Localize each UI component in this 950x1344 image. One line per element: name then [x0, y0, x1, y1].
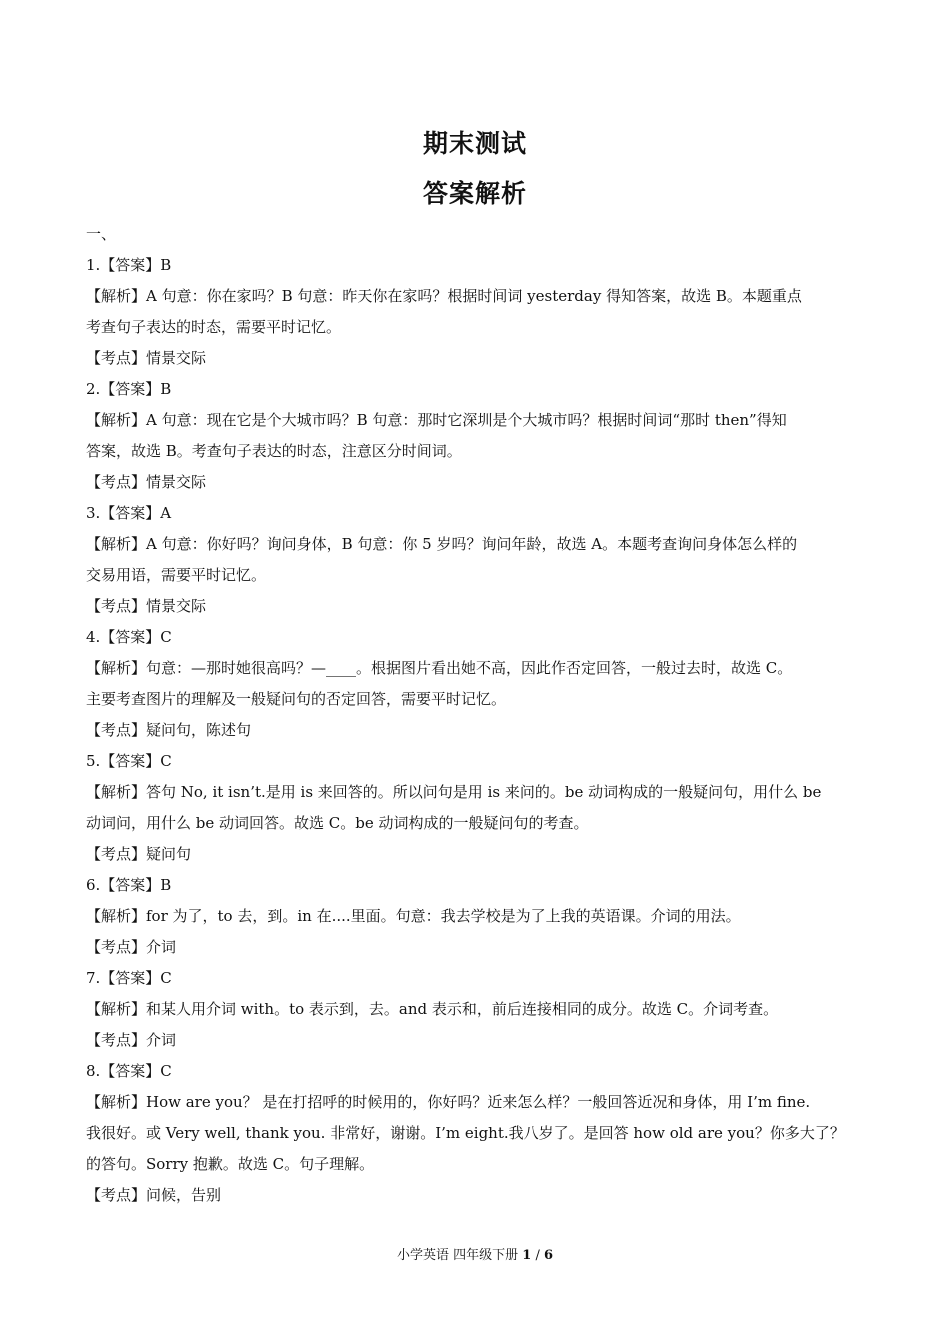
text-line: 【解析】How are you？ 是在打招呼的时候用的，你好吗？近来怎么样？一般回答近况和身体，用 I’m fine. — [86, 1093, 811, 1111]
footer-separator: / — [531, 1248, 544, 1263]
text-line: 【考点】问候，告别 — [86, 1186, 222, 1204]
text-line: 【考点】情景交际 — [86, 597, 207, 615]
text-line: 4.【答案】C — [86, 628, 172, 646]
text-line: 交易用语，需要平时记忆。 — [86, 566, 267, 584]
text-line: 6.【答案】B — [86, 876, 172, 894]
answer-lines — [86, 250, 866, 1211]
text-line: 【解析】A 句意：你在家吗？B 句意：昨天你在家吗？根据时间词 yesterday 得知答案，故选 B。本题重点 — [86, 287, 802, 305]
text-line: 【考点】介词 — [86, 1031, 177, 1049]
text-line: 动词问，用什么 be 动词回答。故选 C。be 动词构成的一般疑问句的考查。 — [86, 814, 589, 832]
text-line: 【解析】A 句意：你好吗？询问身体，B 句意：你 5 岁吗？询问年龄，故选 A。本题考查询问身体怎么样的 — [86, 535, 798, 553]
text-line: 【解析】句意：—那时她很高吗？—____。根据图片看出她不高，因此作否定回答，一般过去时，故选 C。 — [86, 659, 793, 677]
answer-content — [86, 219, 866, 1211]
text-line: 主要考查图片的理解及一般疑问句的否定回答，需要平时记忆。 — [86, 690, 507, 708]
text-line: 我很好。或 Very well, thank you. 非常好，谢谢。I’m eight.我八岁了。是回答 how old are you？你多大了？ — [86, 1124, 845, 1142]
text-line: 【考点】疑问句，陈述句 — [86, 721, 252, 739]
text-line: 【解析】和某人用介词 with。to 表示到，去。and 表示和，前后连接相同的成分。故选 C。介词考查。 — [86, 1000, 779, 1018]
text-line: 【考点】介词 — [86, 938, 177, 956]
text-line: 3.【答案】A — [86, 504, 172, 522]
text-line: 7.【答案】C — [86, 969, 172, 987]
text-line: 8.【答案】C — [86, 1062, 172, 1080]
text-line: 【解析】for 为了，to 去，到。in 在....里面。句意：我去学校是为了上我的英语课。介词的用法。 — [86, 907, 741, 925]
text-line: 的答句。Sorry 抱歉。故选 C。句子理解。 — [86, 1155, 375, 1173]
text-line: 考查句子表达的时态，需要平时记忆。 — [86, 318, 342, 336]
text-line: 【考点】情景交际 — [86, 473, 207, 491]
text-line: 答案，故选 B。考查句子表达的时态，注意区分时间词。 — [86, 442, 462, 460]
footer-page-total: 6 — [543, 1248, 554, 1263]
text-line: 2.【答案】B — [86, 380, 172, 398]
text-line: 【解析】答句 No, it isn’t.是用 is 来回答的。所以问句是用 is 来问的。be 动词构成的一般疑问句，用什么 be — [86, 783, 822, 801]
page-subtitle: 答案解析 — [422, 179, 527, 208]
section-label: 一、 — [86, 225, 117, 243]
page-title: 期末测试 — [422, 129, 527, 158]
text-line: 【考点】情景交际 — [86, 349, 207, 367]
footer-page-number: 1 — [522, 1248, 532, 1263]
page-footer — [0, 1244, 950, 1263]
text-line: 1.【答案】B — [86, 256, 172, 274]
text-line: 【解析】A 句意：现在它是个大城市吗？B 句意：那时它深圳是个大城市吗？根据时间词“那时 then”得知 — [86, 411, 787, 429]
text-line: 5.【答案】C — [86, 752, 172, 770]
text-line: 【考点】疑问句 — [86, 845, 192, 863]
footer-text: 小学英语 四年级下册 — [396, 1248, 519, 1263]
